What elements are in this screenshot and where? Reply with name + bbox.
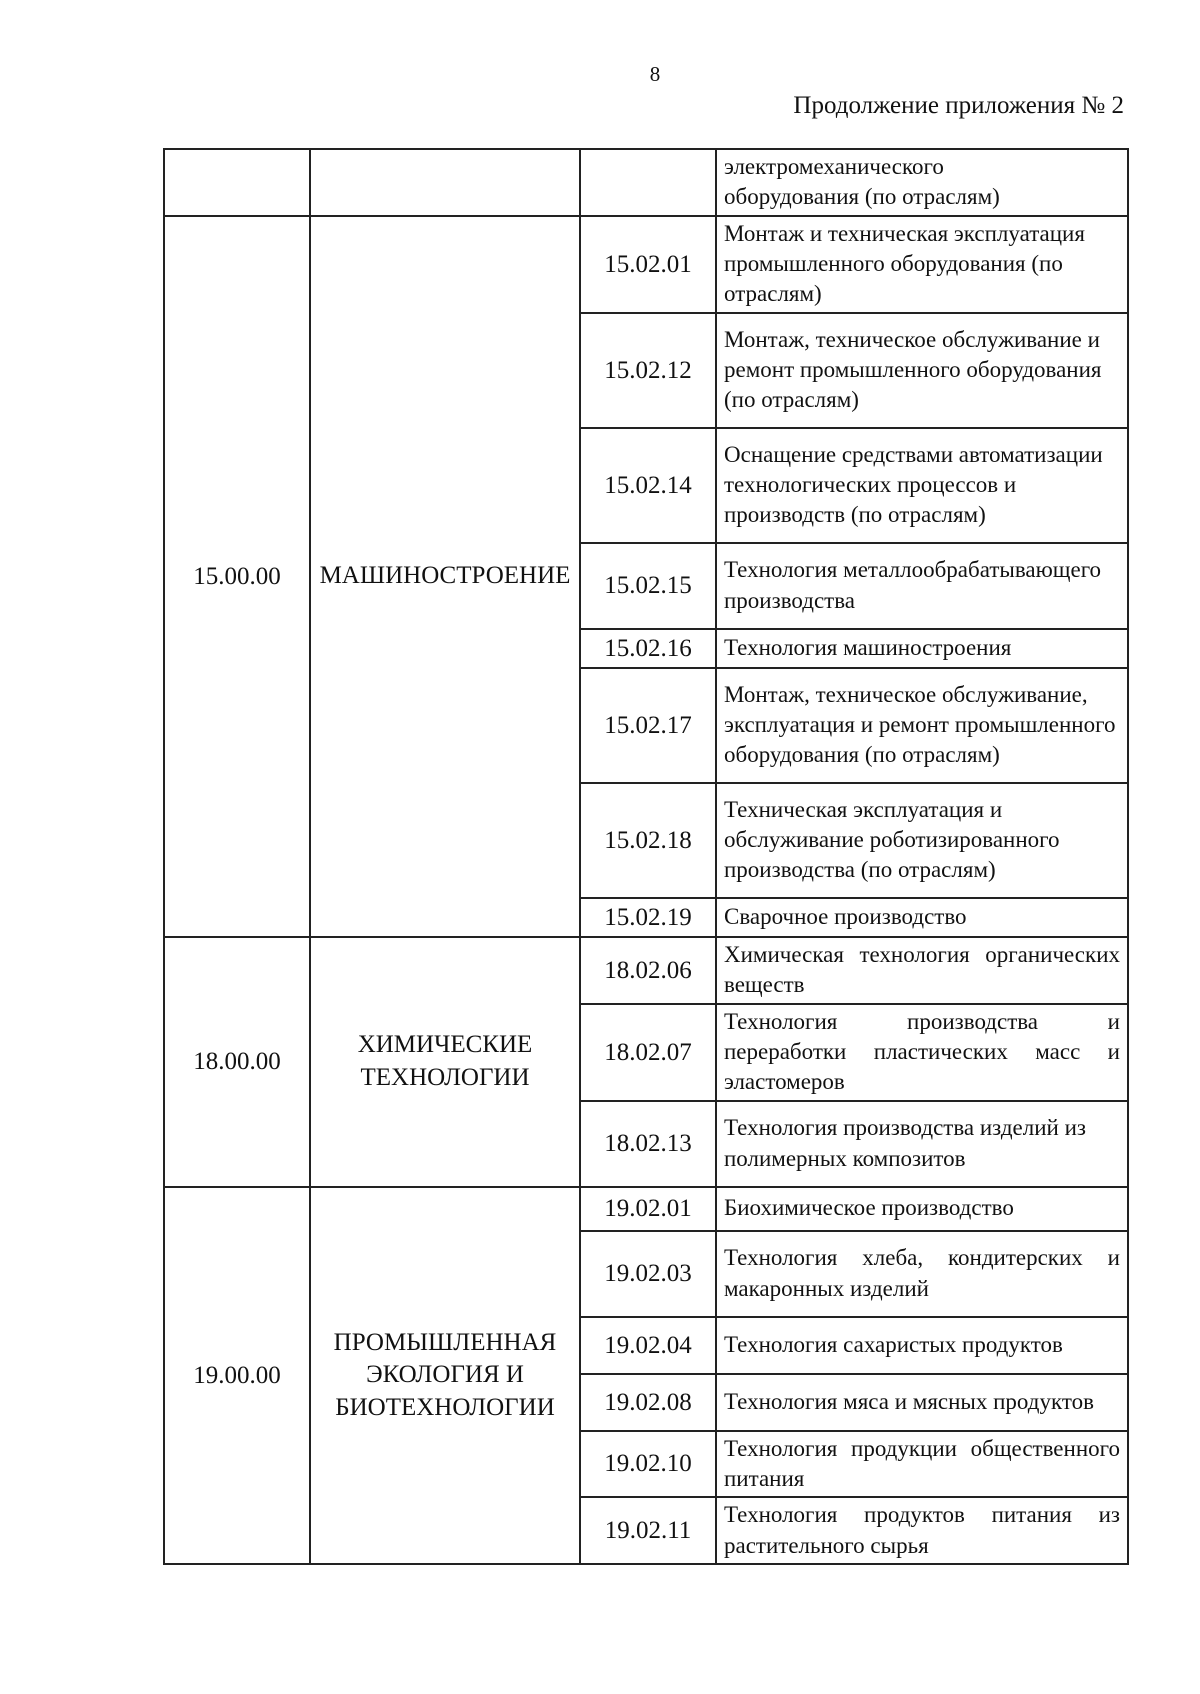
spec-name: Монтаж, техническое обслуживание, эксплуатация и ремонт промышленного оборудования (по отраслям) (716, 668, 1128, 783)
spec-name-line: оборудования (по отраслям) (724, 184, 1000, 210)
table-row (164, 937, 1128, 1004)
spec-code: 19.02.04 (580, 1317, 716, 1374)
table-row (164, 1187, 1128, 1231)
continuation-title: Продолжение приложения № 2 (793, 92, 1124, 119)
spec-name: Биохимическое производство (716, 1187, 1128, 1231)
spec-name: Технология металлообрабатывающего производства (716, 543, 1128, 629)
spec-code: 15.02.18 (580, 783, 716, 898)
spec-code: 19.02.10 (580, 1431, 716, 1498)
spec-code: 19.02.11 (580, 1497, 716, 1564)
spec-code: 18.02.07 (580, 1004, 716, 1101)
spec-name: Монтаж и техническая эксплуатация промышленного оборудования (по отраслям) (716, 216, 1128, 313)
spec-name: Технология машиностроения (716, 629, 1128, 668)
spec-code: 19.02.01 (580, 1187, 716, 1231)
table-row (164, 149, 1128, 216)
spec-name: Сварочное производство (716, 898, 1128, 937)
group-code: 18.00.00 (164, 937, 310, 1187)
spec-code: 15.02.12 (580, 313, 716, 428)
spec-code: 19.02.08 (580, 1374, 716, 1431)
spec-name: Технология мяса и мясных продуктов (716, 1374, 1128, 1431)
spec-code: 15.02.19 (580, 898, 716, 937)
spec-code: 15.02.17 (580, 668, 716, 783)
spec-name: Техническая эксплуатация и обслуживание роботизированного производства (по отраслям) (716, 783, 1128, 898)
spec-name: Технология продукции общественного питания (716, 1431, 1128, 1498)
page-number: 8 (649, 62, 661, 86)
spec-code: 15.02.16 (580, 629, 716, 668)
spec-name: Технология сахаристых продуктов (716, 1317, 1128, 1374)
group-name: МАШИНОСТРОЕНИЕ (310, 216, 580, 937)
group-name: ХИМИЧЕСКИЕ ТЕХНОЛОГИИ (310, 937, 580, 1187)
spec-code: 19.02.03 (580, 1231, 716, 1317)
spec-name: Технология производства изделий из полимерных композитов (716, 1101, 1128, 1187)
spec-name: Монтаж, техническое обслуживание и ремонт промышленного оборудования (по отраслям) (716, 313, 1128, 428)
empty-cell (580, 149, 716, 216)
spec-code: 18.02.13 (580, 1101, 716, 1187)
spec-name: Химическая технология органических веществ (716, 937, 1128, 1004)
spec-name: Оснащение средствами автоматизации технологических процессов и производств (по отраслям) (716, 428, 1128, 543)
empty-cell (164, 149, 310, 216)
spec-code: 15.02.15 (580, 543, 716, 629)
spec-name: Технология хлеба, кондитерских и макаронных изделий (716, 1231, 1128, 1317)
specialties-table (163, 148, 1129, 1565)
group-code: 15.00.00 (164, 216, 310, 937)
spec-code: 18.02.06 (580, 937, 716, 1004)
group-code: 19.00.00 (164, 1187, 310, 1564)
spec-code: 15.02.14 (580, 428, 716, 543)
spec-name: Технология продуктов питания из растительного сырья (716, 1497, 1128, 1564)
group-name: ПРОМЫШЛЕННАЯ ЭКОЛОГИЯ И БИОТЕХНОЛОГИИ (310, 1187, 580, 1564)
table-row (164, 216, 1128, 313)
empty-cell (310, 149, 580, 216)
spec-name: Технология производства и переработки пластических масс и эластомеров (716, 1004, 1128, 1101)
table-body (164, 149, 1128, 1564)
spec-name-line: электромеханического (724, 154, 944, 179)
spec-name (716, 149, 1128, 216)
spec-code: 15.02.01 (580, 216, 716, 313)
